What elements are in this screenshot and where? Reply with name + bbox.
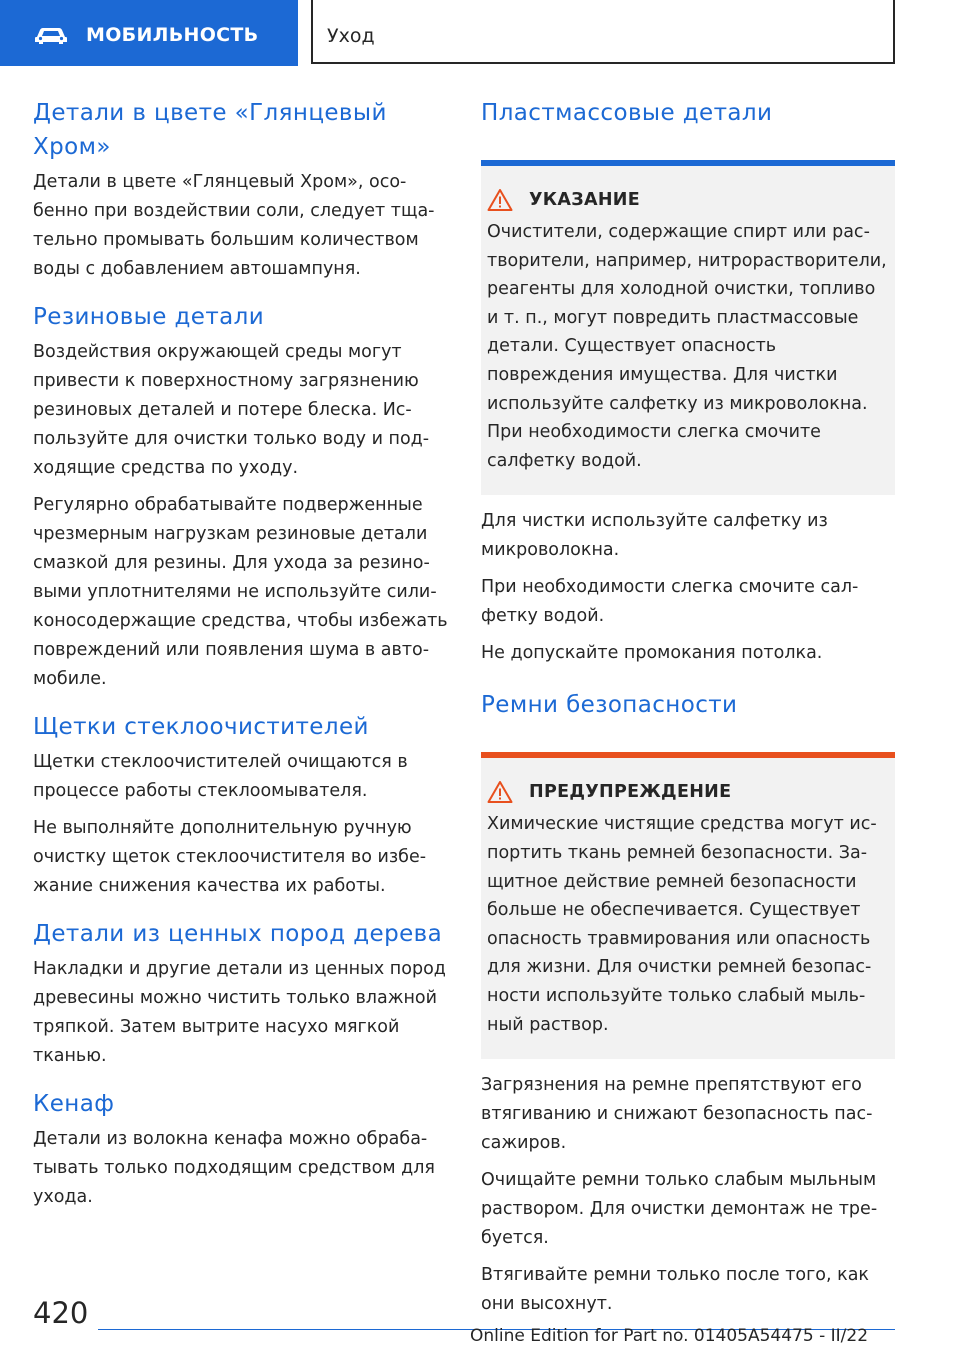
warning-triangle-icon [487,188,513,212]
heading-seat-belts: Ремни безопасности [481,692,738,719]
chapter-tab[interactable] [0,0,298,66]
heading-chrome-parts: Детали в цвете «Глянцевый Хром» [33,100,387,160]
heading-plastic-parts: Пластмассовые детали [481,100,773,126]
warning-triangle-icon [487,780,513,804]
notice-box [481,160,895,495]
warning-box [481,752,895,1059]
page-header [0,0,960,66]
heading-wiper-blades: Щетки стеклоочистителей [33,714,369,740]
paragraph: Очищайте ремни только слабым мыльным раствором. Для очистки демонтаж не требуется. [481,1170,878,1249]
paragraph: Воздействия окружающей среды могут привести к поверхностному загрязнению резиновых деталей и потере блеска. Используйте для очистки только воду и подходящие средства по уходу. [33,342,430,478]
right-column [481,96,895,1319]
chapter-label: МОБИЛЬНОСТЬ [86,24,259,46]
notice-text: Очистители, содержащие спирт или растворители, например, нитрорастворители, реагенты для холодной очистки, топливо и т. п., могут повредить пластмассовые детали. Существует опасность повреждения имущества. Для чистки используйте салфетку из микроволокна. При необходимости слегка смочите салфетку водой. [487,222,887,471]
paragraph: Детали из волокна кенафа можно обрабатывать только подходящим средством для ухода. [33,1129,435,1207]
paragraph: Регулярно обрабатывайте подверженные чрезмерным нагрузкам резиновые детали смазкой для резины. Для ухода за резиновыми уплотнителями не используйте силиконосодержащие средства, чтобы избежать повреждений или появления шума в автомобиле. [33,495,448,689]
page-number: 420 [33,1296,89,1330]
warning-title: ПРЕДУПРЕЖДЕНИЕ [529,782,732,803]
paragraph: Детали в цвете «Глянцевый Хром», особенно при воздействии соли, следует тщательно промывать большим количеством воды с добавлением автошампуня. [33,172,435,279]
section-label: Уход [327,25,375,47]
paragraph: Загрязнения на ремне препятствуют его втягиванию и снижают безопасность пассажиров. [481,1075,873,1154]
paragraph: Не допускайте промокания потолка. [481,643,823,664]
car-icon [33,25,69,45]
paragraph: Не выполняйте дополнительную ручную очистку щеток стеклоочистителя во избежание снижения качества их работы. [33,818,427,896]
paragraph: При необходимости слегка смочите салфетку водой. [481,577,859,627]
notice-title: УКАЗАНИЕ [529,190,640,210]
heading-rubber-parts: Резиновые детали [33,304,265,330]
left-column [33,96,451,1212]
heading-wood-parts: Детали из ценных пород дерева [33,921,443,947]
heading-kenaf: Кенаф [33,1091,115,1117]
section-box [311,0,895,64]
paragraph: Накладки и другие детали из ценных пород древесины можно чистить только влажной тряпкой. Затем вытрите насухо мягкой тканью. [33,959,446,1066]
paragraph: Для чистки используйте салфетку из микроволокна. [481,511,828,561]
paragraph: Втягивайте ремни только после того, как они высохнут. [481,1265,869,1315]
warning-text: Химические чистящие средства могут испортить ткань ремней безопасности. Защитное действие ремней безопасности больше не обеспечивается. Существует опасность травмирования или опасность для жизни. Для очистки ремней безопасности используйте только слабый мыльный раствор. [487,814,877,1035]
edition-link[interactable]: Online Edition for Part no. 01405A54475 - II/22 [470,1326,869,1346]
paragraph: Щетки стеклоочистителей очищаются в процессе работы стеклоомывателя. [33,752,408,801]
